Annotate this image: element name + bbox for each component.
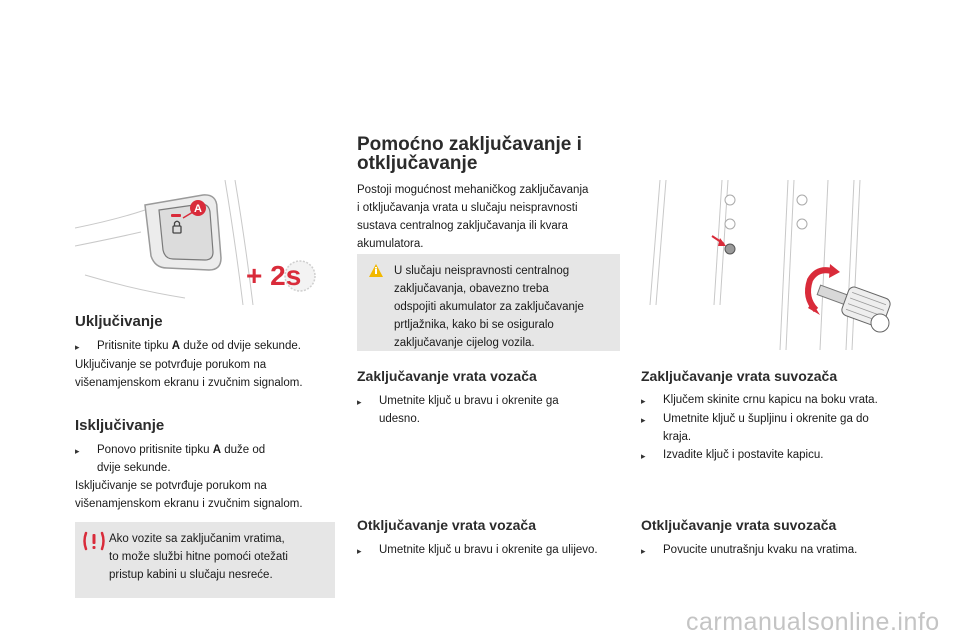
zakljucavanje-vozaca-title: Zaključavanje vrata vozača [357, 368, 537, 384]
otkljucavanje-suvozaca-title: Otključavanje vrata suvozača [641, 517, 837, 533]
warning-line-2: to može službi hitne pomoći otežati [109, 551, 288, 563]
page-title [357, 135, 582, 173]
zak-suvozaca-step-2b: kraja. [663, 431, 692, 443]
key-a-label: A [194, 203, 202, 215]
iskljucivanje-text-1: Isključivanje se potvrđuje porukom na [75, 480, 267, 492]
iskljucivanje-step-pre: Ponovo pritisnite tipku [97, 444, 213, 456]
info-line-2: zaključavanja, obavezno treba [394, 283, 549, 295]
warning-icon [82, 531, 106, 553]
intro-line-3: sustava centralnog zaključavanja ili kvara [357, 220, 568, 232]
bullet-icon: ▸ [641, 451, 646, 461]
info-line-4: prtljažnika, kako bi se osiguralo [394, 319, 554, 331]
ukljucivanje-text-2: višenamjenskom ekranu i zvučnim signalom. [75, 377, 303, 389]
ukljucivanje-title: Uključivanje [75, 313, 163, 330]
page-title-line-1: Pomoćno zaključavanje i [357, 134, 582, 155]
iskljucivanje-step-post: duže od [221, 444, 266, 456]
intro-line-2: i otključavanja vrata u slučaju neispravnosti [357, 202, 578, 214]
key-a-ref: A [212, 444, 222, 456]
ukljucivanje-text-1: Uključivanje se potvrđuje porukom na [75, 359, 267, 371]
info-line-5: zaključavanje cijelog vozila. [394, 337, 535, 349]
zakljucavanje-suvozaca-title: Zaključavanje vrata suvozača [641, 368, 838, 384]
intro-line-1: Postoji mogućnost mehaničkog zaključavanja [357, 184, 589, 196]
watermark-text: carmanualsonline.info [686, 608, 940, 636]
ukljucivanje-step-post: duže od dvije sekunde. [180, 340, 301, 352]
otk-suvozaca-step: Povucite unutrašnju kvaku na vratima. [663, 544, 858, 556]
zak-suvozaca-step-3: Izvadite ključ i postavite kapicu. [663, 449, 824, 461]
iskljucivanje-title: Isključivanje [75, 417, 165, 434]
zak-suvozaca-step-2a: Umetnite ključ u šupljinu i okrenite ga do [663, 413, 869, 425]
bullet-icon: ▸ [357, 397, 362, 407]
warning-line-3: pristup kabini u slučaju nesreće. [109, 569, 273, 581]
door-key-illustration [640, 180, 905, 350]
iskljucivanje-step-line2: dvije sekunde. [97, 462, 171, 474]
list-item [75, 441, 335, 477]
otk-vozaca-step: Umetnite ključ u bravu i okrenite ga ulijevo. [379, 544, 598, 556]
bullet-icon: ▸ [75, 342, 80, 352]
info-icon [368, 263, 384, 279]
page-title-line-2: otključavanje [357, 153, 478, 174]
info-note [357, 254, 620, 351]
intro-line-4: akumulatora. [357, 238, 424, 250]
bullet-icon: ▸ [641, 396, 646, 406]
bullet-icon: ▸ [357, 546, 362, 556]
zak-suvozaca-step-1: Ključem skinite crnu kapicu na boku vrata. [663, 394, 878, 406]
hold-time-label: + 2s [246, 260, 302, 291]
list-item [75, 337, 335, 356]
zak-vozaca-step-2: udesno. [379, 413, 420, 425]
otkljucavanje-vozaca-title: Otključavanje vrata vozača [357, 517, 536, 533]
list-item [641, 541, 911, 560]
warning-line-1: Ako vozite sa zaključanim vratima, [109, 533, 285, 545]
zak-vozaca-step-1: Umetnite ključ u bravu i okrenite ga [379, 395, 559, 407]
key-a-ref: A [171, 340, 181, 352]
list-item [641, 410, 911, 446]
bullet-icon: ▸ [641, 546, 646, 556]
list-item [357, 541, 627, 560]
ukljucivanje-step-pre: Pritisnite tipku [97, 340, 172, 352]
info-line-1: U slučaju neispravnosti centralnog [394, 265, 570, 277]
bullet-icon: ▸ [641, 415, 646, 425]
list-item [641, 446, 911, 465]
iskljucivanje-text-2: višenamjenskom ekranu i zvučnim signalom. [75, 498, 303, 510]
bullet-icon: ▸ [75, 446, 80, 456]
list-item [357, 392, 622, 428]
warning-note [75, 522, 335, 598]
list-item [641, 391, 911, 410]
info-line-3: odspojiti akumulator za zaključavanje [394, 301, 584, 313]
